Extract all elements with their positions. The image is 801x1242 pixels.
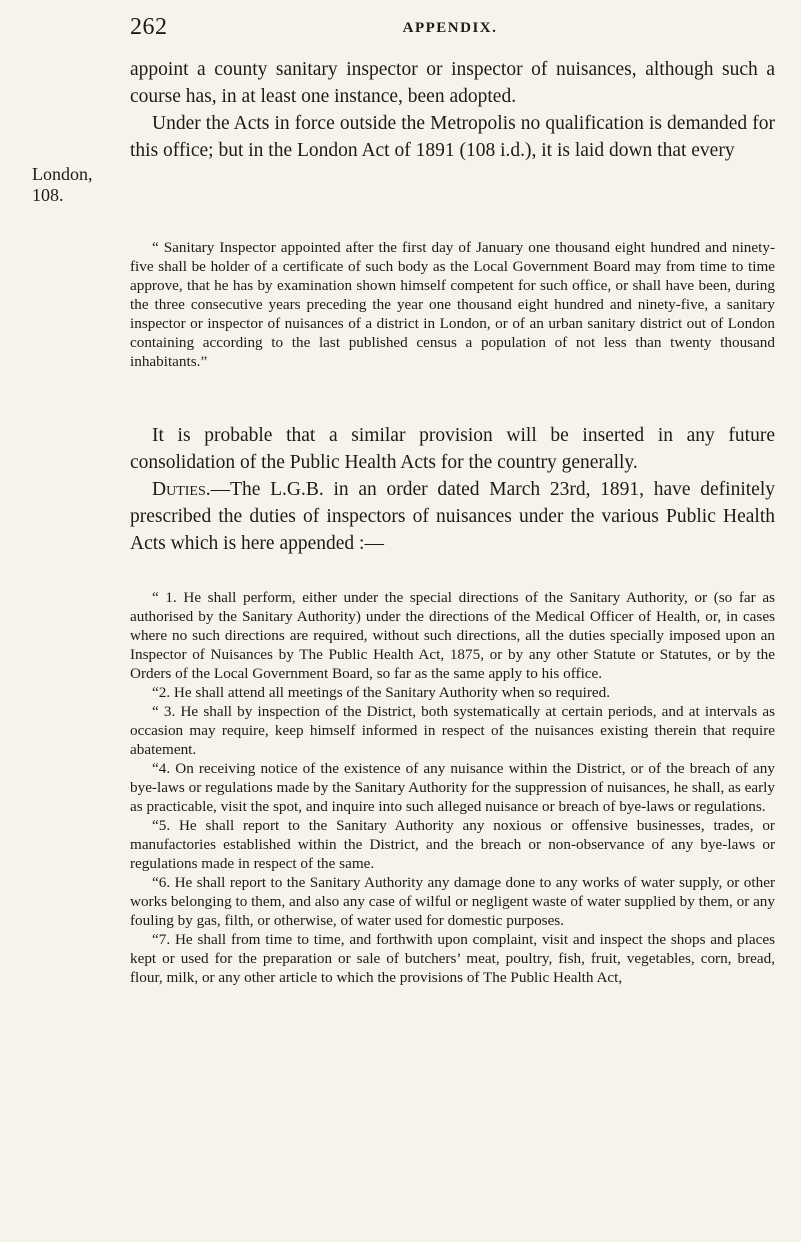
margin-note-place: London, (32, 164, 93, 184)
margin-note (32, 164, 104, 206)
duty-item: “7. He shall from time to time, and forthwith upon complaint, visit and inspect the shops and places kept or used for the preparation or sale of butchers’ meat, poultry, fish, fruit, vegetables, corn, bread, flour, milk, or any other article to which the provisions of The Public Health Act, (130, 931, 775, 986)
intro-paragraphs (130, 56, 775, 164)
paragraph-county-inspector: appoint a county sanitary inspector or inspector of nuisances, although such a course has, in at least one instance, been adopted. (130, 59, 775, 107)
duty-item: “ 3. He shall by inspection of the District, both systematically at certain periods, and at intervals as occasion may require, keep himself informed in respect of the nuisances existing therein that require abatement. (130, 703, 775, 758)
margin-note-section: 108. (32, 185, 64, 205)
paragraph-future-consolidation: It is probable that a similar provision will be inserted in any future consolidation of the Public Health Acts for the country generally. (130, 425, 775, 473)
duties-list (130, 588, 775, 987)
duty-item: “2. He shall attend all meetings of the Sanitary Authority when so required. (152, 684, 611, 701)
running-head: APPENDIX. (402, 20, 498, 36)
duty-item: “ 1. He shall perform, either under the special directions of the Sanitary Authority, or (so far as authorised by the Sanitary Authority) under the directions of the Medical Officer of Health, or, in cases where no such directions are required, without such directions, all the duties specially imposed upon an Inspector of Nuisances by The Public Health Act, 1875, or by any other Statute or Statutes, or by the Orders of the Local Government Board, so far as the same apply to his office. (130, 589, 775, 682)
quoted-provision (130, 238, 775, 371)
duties-heading: Duties. (152, 479, 211, 500)
duty-item: “5. He shall report to the Sanitary Authority any noxious or offensive businesses, trades, or manufactories established within the District, and the breach or non-observance of any bye-laws or regulations made in respect of the same. (130, 817, 775, 872)
paragraph-duties (130, 476, 775, 557)
duties-text: —The L.G.B. in an order dated March 23rd, 1891, have definitely prescribed the duties of inspectors of nuisances under the various Public Health Acts which is here appended :— (130, 479, 775, 554)
page-number: 262 (130, 14, 168, 40)
quote-sanitary-inspector: “ Sanitary Inspector appointed after the first day of January one thousand eight hundred and ninety-five shall be holder of a certificate of such body as the Local Government Board may from time to time approve, that he has by examination shown himself competent for such office, or shall have been, during the three consecutive years preceding the year one thousand eight hundred and ninety-five, a sanitary inspector or inspector of nuisances of a district in London, or of an urban sanitary district out of London containing according to the last published census a population of not less than twenty thousand inhabitants.” (130, 239, 775, 370)
duty-item: “6. He shall report to the Sanitary Authority any damage done to any works of water supply, or other works belonging to them, and also any case of wilful or negligent waste of water supplied by them, or any fouling by gas, filth, or otherwise, of water used for domestic purposes. (130, 874, 775, 929)
paragraph-qualification: Under the Acts in force outside the Metropolis no qualification is demanded for this office; but in the London Act of 1891 (108 i.d.), it is laid down that every (130, 113, 775, 161)
middle-paragraphs (130, 422, 775, 557)
page-header (130, 14, 770, 48)
duty-item: “4. On receiving notice of the existence of any nuisance within the District, or of the breach of any bye-laws or regulations made by the Sanitary Authority for the suppression of nuisances, he shall, as early as practicable, visit the spot, and inquire into such alleged nuisance or breach of bye-laws or regulations. (130, 760, 775, 815)
